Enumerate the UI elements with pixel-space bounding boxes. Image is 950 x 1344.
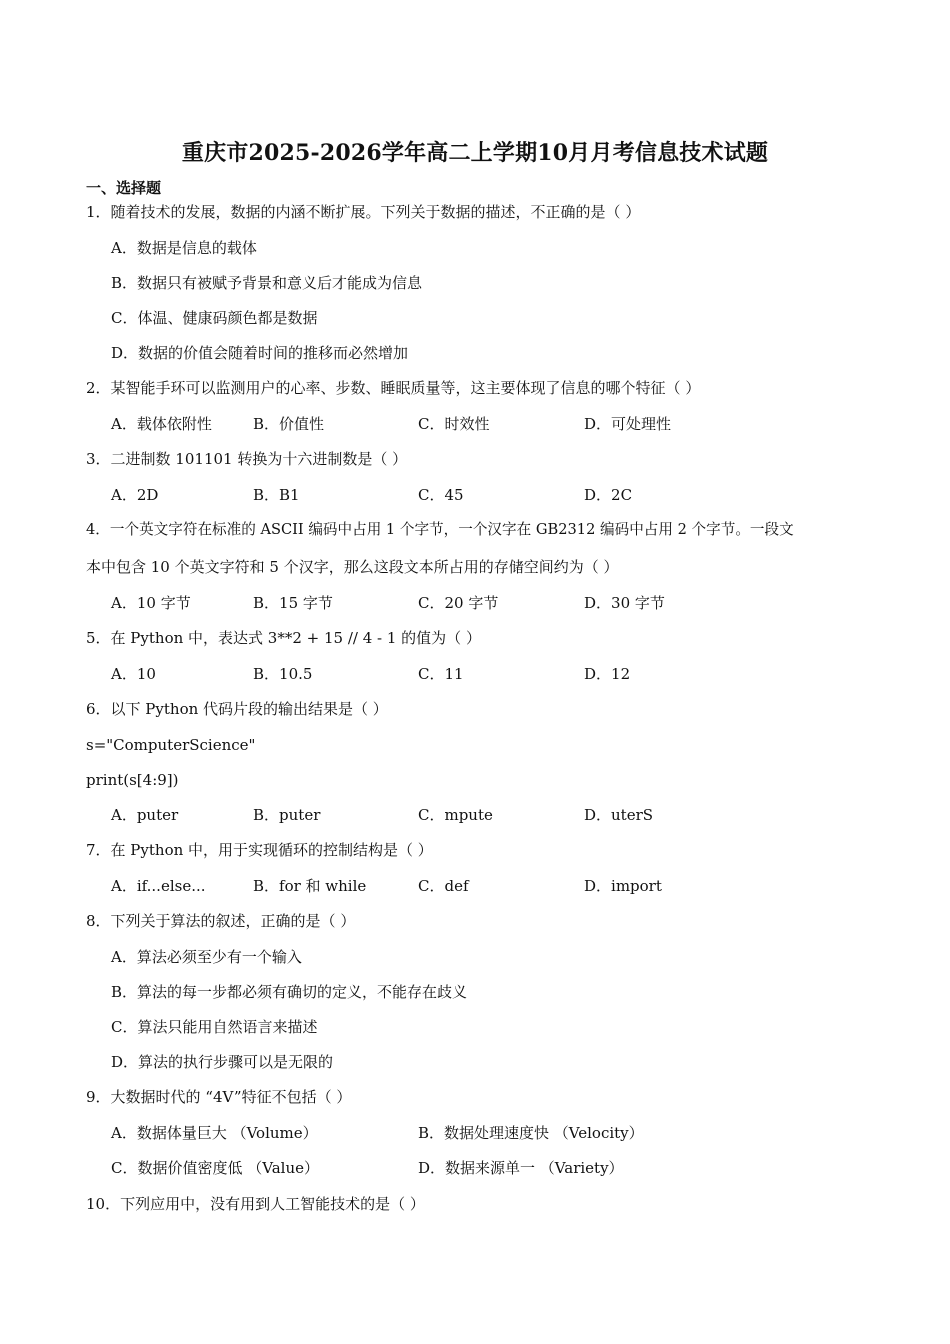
question-3-stem: 3．二进制数 101101 转换为十六进制数是（ ） bbox=[86, 450, 408, 468]
question-8-stem: 8．下列关于算法的叙述，正确的是（ ） bbox=[86, 912, 356, 930]
question-4-options bbox=[0, 593, 950, 613]
question-2-stem: 2．某智能手环可以监测用户的心率、步数、睡眠质量等，这主要体现了信息的哪个特征（ ） bbox=[86, 379, 701, 397]
question-5-option-b: B．10.5 bbox=[253, 665, 313, 683]
question-9-options-row-1 bbox=[0, 1123, 950, 1143]
question-9-stem: 9．大数据时代的 “4V”特征不包括（ ） bbox=[86, 1088, 352, 1106]
question-7-stem: 7．在 Python 中，用于实现循环的控制结构是（ ） bbox=[86, 841, 433, 859]
question-1-option-c: C．体温、健康码颜色都是数据 bbox=[111, 309, 318, 327]
question-9-options-row-2 bbox=[0, 1158, 950, 1178]
question-7-option-c: C．def bbox=[418, 877, 469, 895]
question-3-option-a: A．2D bbox=[111, 486, 159, 504]
question-6-options bbox=[0, 805, 950, 825]
question-9-option-c: C．数据价值密度低 （Value） bbox=[111, 1159, 319, 1177]
question-6-option-b: B．puter bbox=[253, 806, 321, 824]
page-title: 重庆市2025-2026学年高二上学期10月月考信息技术试题 bbox=[181, 140, 769, 166]
question-5-option-a: A．10 bbox=[111, 665, 156, 683]
question-2-option-b: B．价值性 bbox=[253, 415, 325, 433]
question-6-option-a: A．puter bbox=[111, 806, 179, 824]
question-8-option-d: D．算法的执行步骤可以是无限的 bbox=[111, 1053, 334, 1071]
question-2-option-c: C．时效性 bbox=[418, 415, 490, 433]
question-6-option-c: C．mpute bbox=[418, 806, 493, 824]
question-1-option-d: D．数据的价值会随着时间的推移而必然增加 bbox=[111, 344, 409, 362]
question-9-option-b: B．数据处理速度快 （Velocity） bbox=[418, 1124, 644, 1142]
question-5-stem: 5．在 Python 中，表达式 3**2 + 15 // 4 - 1 的值为（ ） bbox=[86, 629, 481, 647]
question-6-code-line-2: print(s[4:9]) bbox=[86, 771, 179, 789]
question-4-stem-line-1: 4．一个英文字符在标准的 ASCII 编码中占用 1 个字节，一个汉字在 GB2312 编码中占用 2 个字节。一段文 bbox=[86, 521, 794, 538]
question-10-stem: 10．下列应用中，没有用到人工智能技术的是（ ） bbox=[86, 1195, 425, 1213]
question-1-stem: 1．随着技术的发展，数据的内涵不断扩展。下列关于数据的描述，不正确的是（ ） bbox=[86, 203, 641, 221]
question-3-options bbox=[0, 485, 950, 505]
question-3-option-c: C．45 bbox=[418, 486, 464, 504]
question-4-stem-line-2: 本中包含 10 个英文字符和 5 个汉字，那么这段文本所占用的存储空间约为（ ） bbox=[86, 558, 619, 576]
question-1-option-a: A．数据是信息的载体 bbox=[111, 239, 257, 257]
question-7-option-d: D．import bbox=[584, 877, 662, 895]
question-5-option-c: C．11 bbox=[418, 665, 464, 683]
question-5-options bbox=[0, 664, 950, 684]
question-4-option-b: B．15 字节 bbox=[253, 594, 333, 612]
question-5-option-d: D．12 bbox=[584, 665, 631, 683]
question-7-option-b: B．for 和 while bbox=[253, 877, 367, 895]
question-6-option-d: D．uterS bbox=[584, 806, 654, 824]
question-8-option-a: A．算法必须至少有一个输入 bbox=[111, 948, 302, 966]
question-3-option-b: B．B1 bbox=[253, 486, 300, 504]
question-2-option-a: A．载体依附性 bbox=[111, 415, 212, 433]
question-9-option-a: A．数据体量巨大 （Volume） bbox=[111, 1124, 318, 1142]
question-1-option-b: B．数据只有被赋予背景和意义后才能成为信息 bbox=[111, 274, 423, 292]
question-3-option-d: D．2C bbox=[584, 486, 633, 504]
section-heading: 一、选择题 bbox=[86, 179, 162, 197]
question-9-option-d: D．数据来源单一 （Variety） bbox=[418, 1159, 624, 1177]
question-6-stem: 6．以下 Python 代码片段的输出结果是（ ） bbox=[86, 700, 388, 718]
question-4-option-a: A．10 字节 bbox=[111, 594, 191, 612]
question-2-options bbox=[0, 414, 950, 434]
question-7-option-a: A．if...else... bbox=[111, 877, 206, 895]
question-4-option-c: C．20 字节 bbox=[418, 594, 499, 612]
question-7-options bbox=[0, 876, 950, 896]
question-2-option-d: D．可处理性 bbox=[584, 415, 672, 433]
question-4-option-d: D．30 字节 bbox=[584, 594, 665, 612]
question-6-code-line-1: s="ComputerScience" bbox=[86, 736, 256, 754]
question-8-option-c: C．算法只能用自然语言来描述 bbox=[111, 1018, 318, 1036]
question-8-option-b: B．算法的每一步都必须有确切的定义，不能存在歧义 bbox=[111, 983, 468, 1001]
